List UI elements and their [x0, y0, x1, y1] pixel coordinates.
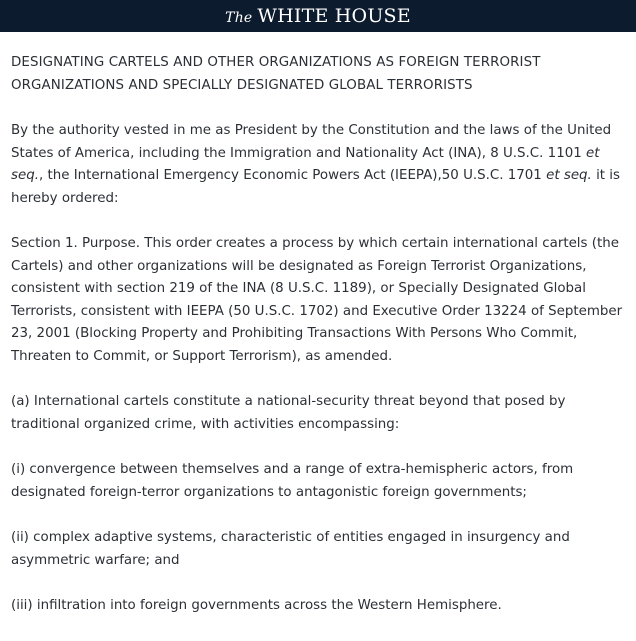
white-house-logo[interactable] — [225, 5, 411, 27]
logo-name: WHITE HOUSE — [257, 5, 411, 27]
section-1-paragraph: Section 1. Purpose. This order creates a process by which certain international cartels (the Cartels) and other organizations will be designated as Foreign Terrorist Organizations, consistent with section 219 of the INA (8 U.S.C. 1189), or Specially Designated Global Terrorists, consistent with IEEPA (50 U.S.C. 1702) and Executive Order 13224 of September 23, 2001 (Blocking Property and Prohibiting Transactions With Persons Who Commit, Threaten to Commit, or Support Terrorism), as amended. — [11, 236, 623, 364]
authority-text-3: it is hereby ordered: — [11, 168, 620, 206]
paragraph-ii: (ii) complex adaptive systems, characteristic of entities engaged in insurgency and asymmetric warfare; and — [11, 530, 570, 568]
logo-the: The — [225, 10, 253, 26]
paragraph-a: (a) International cartels constitute a national-security threat beyond that posed by traditional organized crime, with activities encompassing: — [11, 394, 566, 432]
authority-et-seq-1: et seq. — [11, 145, 600, 183]
authority-text-1: By the authority vested in me as President by the Constitution and the laws of the United States of America, including the Immigration and Nationality Act (INA), 8 U.S.C. 1101 — [11, 123, 612, 161]
paragraph-i: (i) convergence between themselves and a range of extra-hemispheric actors, from designated foreign-terror organizations to antagonistic foreign governments; — [11, 462, 574, 500]
authority-paragraph — [11, 120, 625, 210]
authority-text-2: , the International Emergency Economic Powers Act (IEEPA),50 U.S.C. 1701 — [38, 168, 547, 183]
site-header — [0, 0, 636, 32]
authority-et-seq-2: et seq. — [546, 168, 592, 183]
document-title: DESIGNATING CARTELS AND OTHER ORGANIZATIONS AS FOREIGN TERRORIST ORGANIZATIONS AND SPECIALLY DESIGNATED GLOBAL TERRORISTS — [11, 55, 541, 93]
document-body — [11, 52, 625, 641]
paragraph-iii: (iii) infiltration into foreign governments across the Western Hemisphere. — [11, 598, 502, 613]
